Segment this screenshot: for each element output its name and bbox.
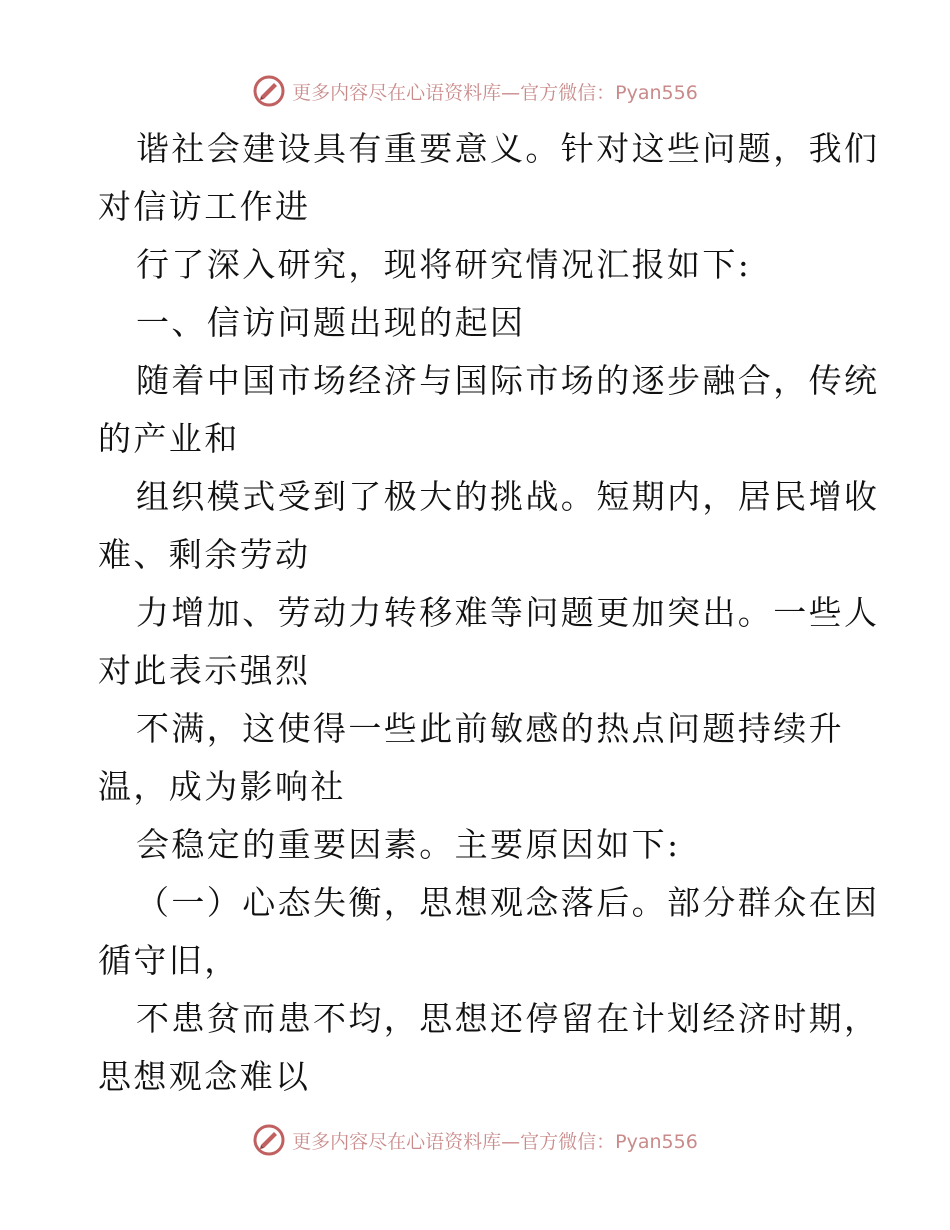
document-body: [98, 120, 880, 1106]
brand-logo-icon: [252, 74, 286, 108]
text-line: 不满，这使得一些此前敏感的热点问题持续升: [136, 709, 844, 748]
text-line: 对信访工作进: [98, 187, 311, 226]
text-line: 会稳定的重要因素。主要原因如下:: [136, 825, 681, 864]
text-line: 组织模式受到了极大的挑战。短期内，居民增收: [136, 477, 880, 516]
watermark-text: 更多内容尽在心语资料库—官方微信：Pyan556: [292, 81, 698, 104]
text-line: 的产业和: [98, 419, 240, 458]
text-line: 一、信访问题出现的起因: [136, 303, 526, 342]
text-line: 力增加、劳动力转移难等问题更加突出。一些人: [136, 593, 880, 632]
header-watermark: [0, 71, 950, 111]
footer-watermark: [0, 1120, 950, 1160]
text-line: 温，成为影响社: [98, 767, 346, 806]
text-line: 随着中国市场经济与国际市场的逐步融合，传统: [136, 361, 880, 400]
brand-logo-icon: [252, 1123, 286, 1157]
text-line: 循守旧，: [98, 941, 240, 980]
text-line: 难、剩余劳动: [98, 535, 311, 574]
text-line: 行了深入研究，现将研究情况汇报如下:: [136, 245, 752, 284]
watermark-text: 更多内容尽在心语资料库—官方微信：Pyan556: [292, 1130, 698, 1153]
text-line: 谐社会建设具有重要意义。针对这些问题，我们: [136, 129, 880, 168]
text-line: 对此表示强烈: [98, 651, 311, 690]
text-line: 思想观念难以: [98, 1057, 311, 1096]
text-line: 不患贫而患不均，思想还停留在计划经济时期，: [136, 999, 880, 1038]
text-line: （一）心态失衡，思想观念落后。部分群众在因: [136, 883, 880, 922]
